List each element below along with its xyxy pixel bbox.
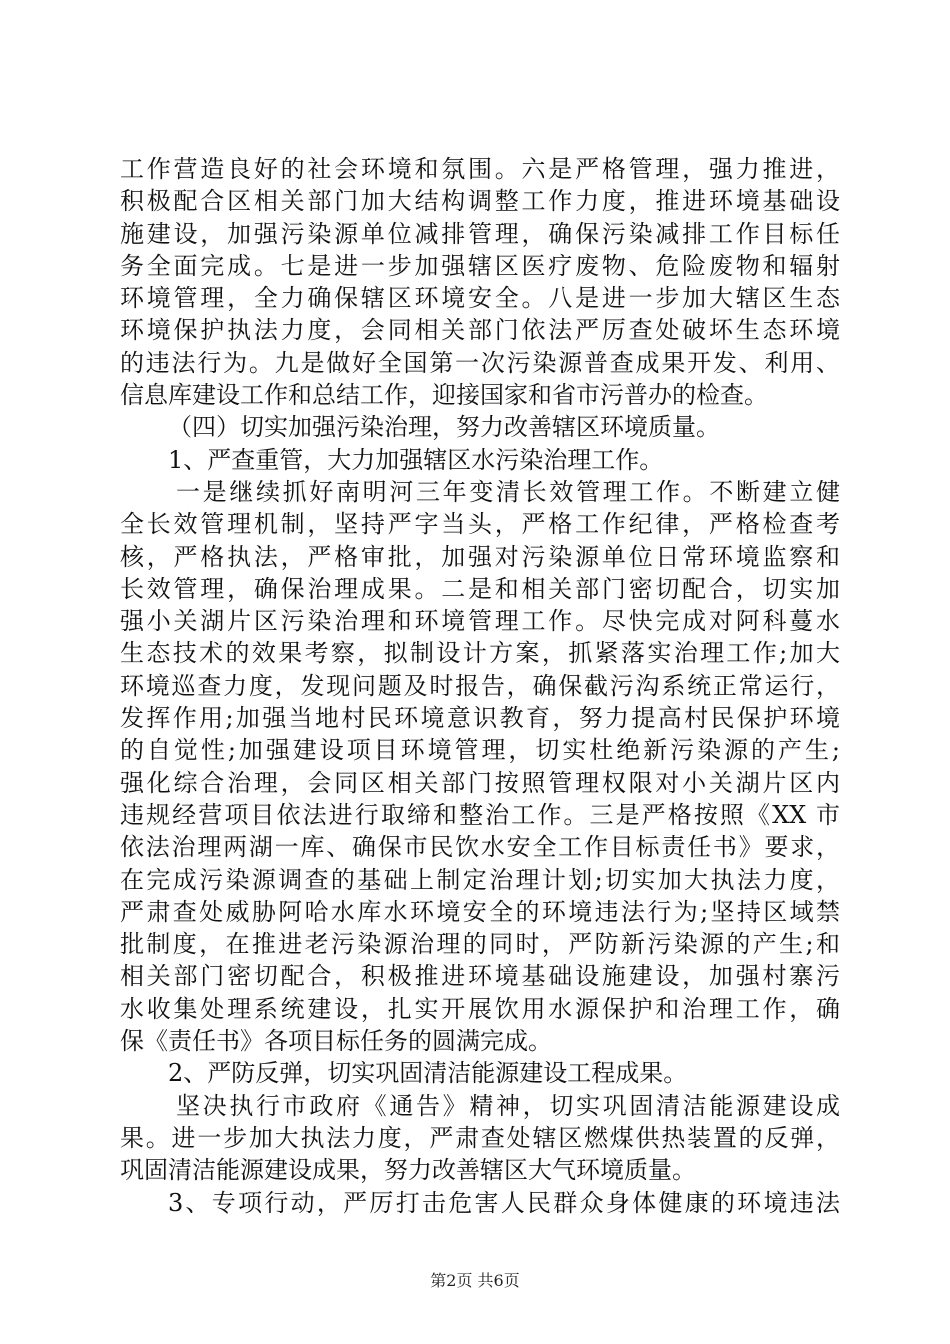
text-line: 强小关湖片区污染治理和环境管理工作。尽快完成对阿科蔓水	[120, 607, 840, 636]
text-line: 全长效管理机制，坚持严字当头，严格工作纪律，严格检查考	[120, 510, 840, 539]
text-line: 强化综合治理，会同区相关部门按照管理权限对小关湖片区内	[120, 768, 840, 797]
text-line: 水收集处理系统建设，扎实开展饮用水源保护和治理工作，确	[120, 994, 840, 1023]
subsection-heading: 3、专项行动，严厉打击危害人民群众身体健康的环境违法	[168, 1188, 840, 1217]
text-line: 保《责任书》各项目标任务的圆满完成。	[120, 1027, 552, 1056]
subsection-heading: 1、严查重管，大力加强辖区水污染治理工作。	[168, 445, 664, 474]
text-line: 在完成污染源调查的基础上制定治理计划;切实加大执法力度，	[120, 865, 840, 894]
document-body	[120, 153, 840, 1219]
text-line: 施建设，加强污染源单位减排管理，确保污染减排工作目标任	[120, 219, 840, 248]
text-line: 果。进一步加大执法力度，严肃查处辖区燃煤供热装置的反弹，	[120, 1123, 840, 1152]
text-line: 的自觉性;加强建设项目环境管理，切实杜绝新污染源的产生;	[120, 736, 840, 765]
text-line: 环境巡查力度，发现问题及时报告，确保截污沟系统正常运行，	[120, 671, 840, 700]
page-number-footer: 第2页 共6页	[430, 1271, 520, 1290]
text-line: 的违法行为。九是做好全国第一次污染源普查成果开发、利用、	[120, 348, 840, 377]
text-line: 环境管理，全力确保辖区环境安全。八是进一步加大辖区生态	[120, 284, 840, 313]
subsection-heading: 2、严防反弹，切实巩固清洁能源建设工程成果。	[168, 1059, 688, 1088]
text-line: 巩固清洁能源建设成果，努力改善辖区大气环境质量。	[120, 1156, 696, 1185]
text-line: 批制度，在推进老污染源治理的同时，严防新污染源的产生;和	[120, 930, 840, 959]
text-line: 务全面完成。七是进一步加强辖区医疗废物、危险废物和辐射	[120, 251, 840, 280]
text-line: 环境保护执法力度，会同相关部门依法严厉查处破坏生态环境	[120, 316, 840, 345]
text-line: 长效管理，确保治理成果。二是和相关部门密切配合，切实加	[120, 574, 840, 603]
text-line: 积极配合区相关部门加大结构调整工作力度，推进环境基础设	[120, 187, 840, 216]
text-line: 严肃查处威胁阿哈水库水环境安全的环境违法行为;坚持区域禁	[120, 897, 840, 926]
text-line: 发挥作用;加强当地村民环境意识教育，努力提高村民保护环境	[120, 704, 840, 733]
text-line: 依法治理两湖一库、确保市民饮水安全工作目标责任书》要求，	[120, 833, 840, 862]
text-line: 工作营造良好的社会环境和氛围。六是严格管理，强力推进，	[120, 155, 840, 183]
text-line: 核，严格执法，严格审批，加强对污染源单位日常环境监察和	[120, 542, 840, 571]
text-line: 生态技术的效果考察，拟制设计方案，抓紧落实治理工作;加大	[120, 639, 840, 668]
text-line: 一是继续抓好南明河三年变清长效管理工作。不断建立健	[176, 477, 840, 506]
text-line: 信息库建设工作和总结工作，迎接国家和省市污普办的检查。	[120, 381, 768, 410]
text-line: 相关部门密切配合，积极推进环境基础设施建设，加强村寨污	[120, 962, 840, 991]
section-heading: （四）切实加强污染治理，努力改善辖区环境质量。	[168, 413, 720, 442]
text-line: 违规经营项目依法进行取缔和整治工作。三是严格按照《XX 市	[120, 800, 840, 829]
text-line: 坚决执行市政府《通告》精神，切实巩固清洁能源建设成	[176, 1091, 840, 1120]
